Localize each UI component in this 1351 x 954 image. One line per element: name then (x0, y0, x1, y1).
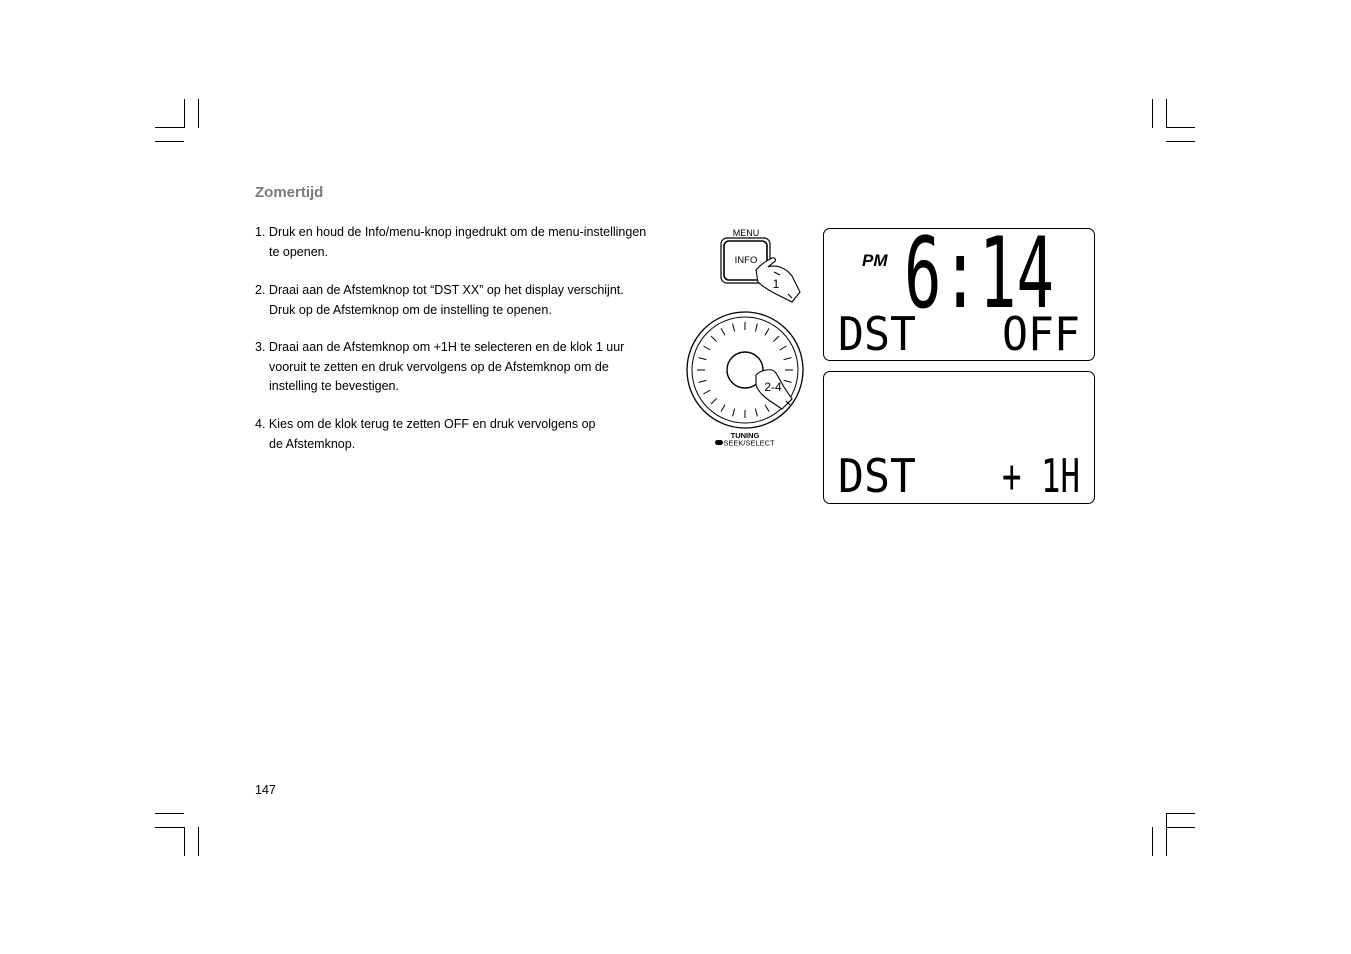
lcd-display-1 (823, 228, 1095, 361)
time-readout: 6:14 (904, 229, 1054, 331)
crop-mark (1166, 99, 1167, 128)
crop-mark (1152, 827, 1153, 856)
menu-label: MENU (732, 228, 760, 238)
step-text-line: te openen. (269, 244, 329, 259)
crop-mark (184, 99, 185, 128)
crop-mark (1166, 813, 1167, 856)
lcd-line-left: DST (838, 449, 916, 503)
step-text-line: Draai aan de Afstemknop om +1H te selecteren en de klok 1 uur (268, 340, 625, 354)
step-text-line: Druk en houd de Info/menu-knop ingedrukt om de menu-instellingen (268, 225, 647, 239)
callout-1: 1 (772, 277, 780, 291)
crop-mark (155, 127, 184, 128)
callout-2-4: 2-4 (764, 380, 782, 394)
seek-icon (715, 440, 723, 445)
tuning-label: TUNING (730, 431, 760, 440)
step-number: 3. (255, 340, 266, 354)
step-text-line: Druk op de Afstemknop om de instelling te openen. (269, 302, 552, 317)
crop-mark (198, 827, 199, 856)
lcd-line-right: OFF (1002, 307, 1080, 360)
crop-mark (1166, 127, 1195, 128)
step-text-line: vooruit te zetten en druk vervolgens op de Afstemknop om de (269, 359, 609, 374)
crop-mark (184, 827, 185, 856)
seek-select-label: SEEK/SELECT (723, 438, 775, 448)
step-text-line: Draai aan de Afstemknop tot “DST XX” op het display verschijnt. (268, 283, 624, 297)
info-label: INFO (734, 255, 758, 266)
step-text-line: de Afstemknop. (269, 436, 356, 451)
pm-indicator: PM (862, 251, 888, 270)
crop-mark (155, 141, 184, 142)
lcd-display-2 (823, 371, 1095, 504)
crop-mark (198, 99, 199, 128)
page-number: 147 (255, 783, 276, 797)
info-button-illustration (700, 222, 810, 312)
step-number: 1. (255, 225, 266, 239)
step-number: 4. (255, 417, 266, 431)
tuning-knob-illustration (684, 307, 808, 452)
crop-mark (1166, 141, 1195, 142)
section-title: Zomertijd (255, 184, 324, 201)
crop-mark (1166, 827, 1195, 828)
lcd-line-left: DST (838, 307, 916, 360)
crop-mark (1166, 813, 1195, 814)
crop-mark (155, 827, 184, 828)
step-2 (255, 281, 675, 320)
crop-mark (155, 813, 184, 814)
step-number: 2. (255, 283, 266, 297)
crop-mark (1152, 99, 1153, 128)
step-1 (255, 223, 675, 262)
step-text-line: instelling te bevestigen. (269, 379, 399, 393)
lcd-line-right: + 1H (1002, 449, 1080, 503)
step-4 (255, 415, 675, 454)
step-text-line: Kies om de klok terug te zetten OFF en druk vervolgens op (268, 417, 596, 431)
step-3 (255, 338, 675, 397)
